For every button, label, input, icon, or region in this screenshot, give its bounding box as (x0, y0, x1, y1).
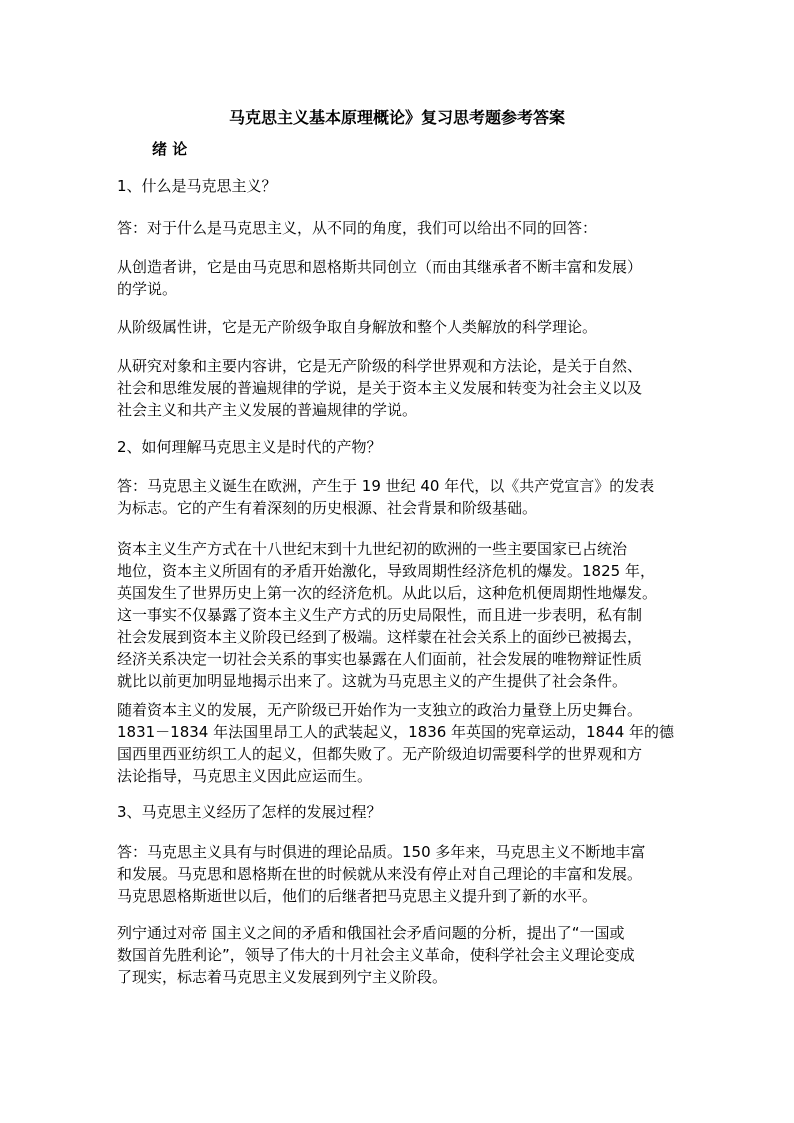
paragraph-line: 随着资本主义的发展，无产阶级已开始作为一支独立的政治力量登上历史舞台。 (117, 701, 643, 719)
q1-answer-intro (117, 217, 685, 239)
paragraph-line: 和发展。马克思和恩格斯在世的时候就从来没有停止对自己理论的丰富和发展。 (117, 865, 643, 883)
paragraph-line: 地位，资本主义所固有的矛盾开始激化，导致周期性经济危机的爆发。1825 年， (117, 562, 655, 580)
paragraph-line: 数国首先胜利论”，领导了伟大的十月社会主义革命，使科学社会主义理论变成 (117, 946, 635, 964)
paragraph-line: 1831－1834 年法国里昂工人的武装起义，1836 年英国的宪章运动，1844 年的德 (117, 723, 675, 741)
paragraph-line: 国西里西亚纺织工人的起义，但都失败了。无产阶级迫切需要科学的世界观和方 (117, 745, 643, 763)
q1-question (117, 175, 685, 197)
q2-answer (117, 475, 685, 519)
question-text: 2、如何理解马克思主义是时代的产物？ (117, 438, 382, 456)
paragraph-line: 社会主义和共产主义发展的普遍规律的学说。 (117, 401, 418, 419)
q1-paragraph-class (117, 316, 685, 338)
paragraph-line: 这一事实不仅暴露了资本主义生产方式的历史局限性，而且进一步表明，私有制 (117, 606, 643, 624)
paragraph-line: 法论指导，马克思主义因此应运而生。 (117, 767, 373, 785)
paragraph-line: 英国发生了世界历史上第一次的经济危机。从此以后，这种危机便周期性地爆发。 (117, 584, 658, 602)
q1-paragraph-creator (117, 256, 685, 300)
paragraph-line: 社会发展到资本主义阶段已经到了极端。这样蒙在社会关系上的面纱已被揭去， (117, 628, 643, 646)
paragraph-line: 社会和思维发展的普遍规律的学说，是关于资本主义发展和转变为社会主义以及 (117, 379, 643, 397)
paragraph-line: 答：马克思主义具有与时俱进的理论品质。150 多年来，马克思主义不断地丰富 (117, 843, 646, 861)
paragraph-line: 从研究对象和主要内容讲，它是无产阶级的科学世界观和方法论，是关于自然、 (117, 357, 643, 375)
paragraph-line: 从创造者讲，它是由马克思和恩格斯共同创立（而由其继承者不断丰富和发展） (117, 258, 643, 276)
paragraph-line: 从阶级属性讲，它是无产阶级争取自身解放和整个人类解放的科学理论。 (117, 318, 598, 336)
q2-paragraph-economy (117, 538, 685, 692)
question-text: 1、什么是马克思主义？ (117, 177, 277, 195)
q3-answer (117, 841, 685, 907)
q2-question (117, 436, 685, 458)
paragraph-line: 了现实，标志着马克思主义发展到列宁主义阶段。 (117, 968, 448, 986)
paragraph-line: 经济关系决定一切社会关系的事实也暴露在人们面前，社会发展的唯物辩证性质 (117, 650, 643, 668)
question-text: 3、马克思主义经历了怎样的发展过程？ (117, 803, 382, 821)
q3-question (117, 801, 685, 823)
paragraph-line: 资本主义生产方式在十八世纪末到十九世纪初的欧洲的一些主要国家已占统治 (117, 540, 628, 558)
paragraph-line: 为标志。它的产生有着深刻的历史根源、社会背景和阶级基础。 (117, 499, 538, 517)
q2-paragraph-proletariat (117, 699, 685, 787)
document-title: 马克思主义基本原理概论》复习思考题参考答案 (228, 108, 565, 127)
paragraph-line: 马克思恩格斯逝世以后，他们的后继者把马克思主义提升到了新的水平。 (117, 887, 598, 905)
q3-paragraph-lenin (117, 922, 685, 988)
paragraph-line: 的学说。 (117, 280, 178, 298)
chapter-heading: 绪 论 (152, 140, 188, 158)
paragraph-line: 答：马克思主义诞生在欧洲，产生于 19 世纪 40 年代，以《共产党宣言》的发表 (117, 477, 655, 495)
paragraph-line: 答：对于什么是马克思主义，从不同的角度，我们可以给出不同的回答： (117, 219, 598, 237)
paragraph-line: 列宁通过对帝 国主义之间的矛盾和俄国社会矛盾问题的分析，提出了“一国或 (117, 924, 625, 942)
q1-paragraph-object (117, 355, 685, 421)
paragraph-line: 就比以前更加明显地揭示出来了。这就为马克思主义的产生提供了社会条件。 (117, 672, 628, 690)
